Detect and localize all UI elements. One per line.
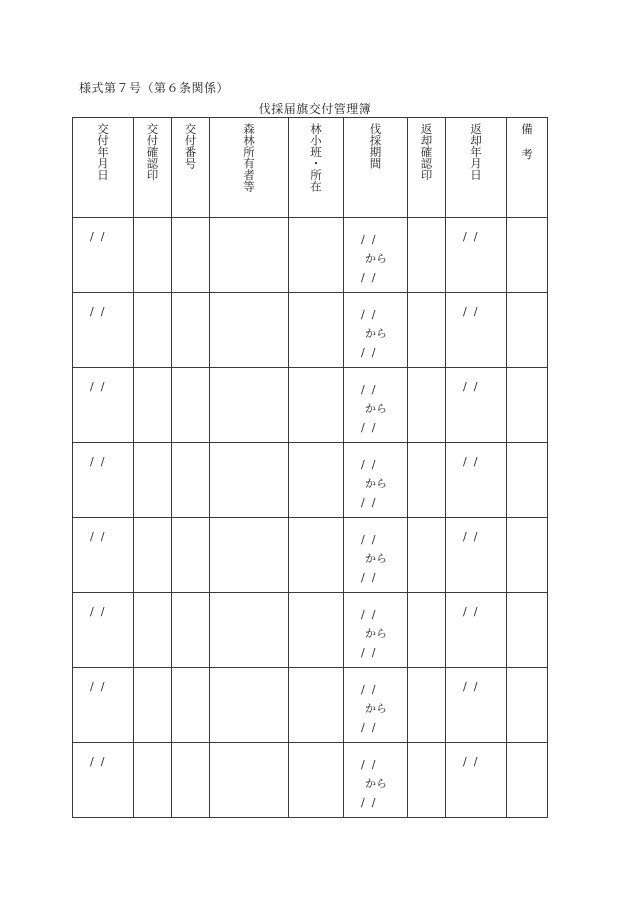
forest-owner-cell[interactable]	[210, 293, 289, 368]
table-row	[73, 593, 548, 668]
remarks-cell[interactable]	[507, 368, 548, 443]
period-end: / /	[361, 796, 376, 809]
issue-number-cell[interactable]	[172, 743, 210, 818]
return-date-cell[interactable]: / /	[446, 368, 507, 443]
issue-confirm-seal-cell[interactable]	[134, 293, 172, 368]
issue-date-cell[interactable]: / /	[73, 293, 134, 368]
forest-owner-cell[interactable]	[210, 443, 289, 518]
return-date-cell[interactable]: / /	[446, 668, 507, 743]
period-separator: から	[365, 402, 387, 415]
period-start: / /	[361, 383, 376, 396]
return-confirm-seal-cell[interactable]	[408, 518, 446, 593]
issue-date-cell[interactable]: / /	[73, 218, 134, 293]
felling-period-cell[interactable]	[344, 293, 408, 368]
issue-number-cell[interactable]	[172, 668, 210, 743]
issue-confirm-seal-cell[interactable]	[134, 743, 172, 818]
issue-confirm-seal-cell[interactable]	[134, 593, 172, 668]
period-end: / /	[361, 571, 376, 584]
felling-period-cell[interactable]	[344, 743, 408, 818]
header-row	[73, 118, 548, 218]
issue-date-cell[interactable]: / /	[73, 518, 134, 593]
header-forest-owner: 森林所有者等	[210, 118, 289, 218]
header-issue-date: 交付年月日	[73, 118, 134, 218]
issue-confirm-seal-cell[interactable]	[134, 443, 172, 518]
period-end: / /	[361, 646, 376, 659]
remarks-cell[interactable]	[507, 218, 548, 293]
issue-confirm-seal-cell[interactable]	[134, 368, 172, 443]
remarks-cell[interactable]	[507, 443, 548, 518]
table-row	[73, 668, 548, 743]
forest-owner-cell[interactable]	[210, 218, 289, 293]
period-separator: から	[365, 252, 387, 265]
period-end: / /	[361, 271, 376, 284]
period-separator: から	[365, 777, 387, 790]
table-row	[73, 293, 548, 368]
forest-owner-cell[interactable]	[210, 518, 289, 593]
felling-period-cell[interactable]	[344, 518, 408, 593]
period-end: / /	[361, 496, 376, 509]
period-end: / /	[361, 346, 376, 359]
header-compartment-location: 林小班・所在	[289, 118, 344, 218]
issue-confirm-seal-cell[interactable]	[134, 668, 172, 743]
header-remarks: 備 考	[507, 118, 548, 218]
felling-period-cell[interactable]	[344, 668, 408, 743]
period-separator: から	[365, 552, 387, 565]
issue-number-cell[interactable]	[172, 443, 210, 518]
header-felling-period: 伐採期間	[344, 118, 408, 218]
compartment-location-cell[interactable]	[289, 668, 344, 743]
issue-date-cell[interactable]: / /	[73, 593, 134, 668]
compartment-location-cell[interactable]	[289, 743, 344, 818]
period-separator: から	[365, 702, 387, 715]
period-start: / /	[361, 308, 376, 321]
header-return-date: 返却年月日	[446, 118, 507, 218]
forest-owner-cell[interactable]	[210, 593, 289, 668]
return-date-cell[interactable]: / /	[446, 443, 507, 518]
return-date-cell[interactable]: / /	[446, 293, 507, 368]
period-separator: から	[365, 627, 387, 640]
period-start: / /	[361, 758, 376, 771]
return-confirm-seal-cell[interactable]	[408, 218, 446, 293]
return-confirm-seal-cell[interactable]	[408, 668, 446, 743]
issue-number-cell[interactable]	[172, 518, 210, 593]
return-confirm-seal-cell[interactable]	[408, 743, 446, 818]
table-row	[73, 218, 548, 293]
felling-period-cell[interactable]	[344, 443, 408, 518]
forest-owner-cell[interactable]	[210, 368, 289, 443]
period-start: / /	[361, 233, 376, 246]
return-confirm-seal-cell[interactable]	[408, 593, 446, 668]
period-separator: から	[365, 477, 387, 490]
table-row	[73, 743, 548, 818]
compartment-location-cell[interactable]	[289, 368, 344, 443]
table-row	[73, 518, 548, 593]
period-end: / /	[361, 421, 376, 434]
period-start: / /	[361, 458, 376, 471]
issue-date-cell[interactable]: / /	[73, 368, 134, 443]
table-row	[73, 443, 548, 518]
return-date-cell[interactable]: / /	[446, 743, 507, 818]
ledger-body	[73, 218, 548, 818]
forest-owner-cell[interactable]	[210, 743, 289, 818]
remarks-cell[interactable]	[507, 593, 548, 668]
header-issue-confirm-seal: 交付確認印	[134, 118, 172, 218]
issue-confirm-seal-cell[interactable]	[134, 518, 172, 593]
return-confirm-seal-cell[interactable]	[408, 368, 446, 443]
header-return-confirm-seal: 返却確認印	[408, 118, 446, 218]
period-start: / /	[361, 533, 376, 546]
issue-confirm-seal-cell[interactable]	[134, 218, 172, 293]
remarks-cell[interactable]	[507, 668, 548, 743]
issue-number-cell[interactable]	[172, 218, 210, 293]
return-date-cell[interactable]: / /	[446, 518, 507, 593]
forest-owner-cell[interactable]	[210, 668, 289, 743]
felling-period-cell[interactable]	[344, 593, 408, 668]
felling-period-cell[interactable]	[344, 368, 408, 443]
header-issue-number: 交付番号	[172, 118, 210, 218]
issue-number-cell[interactable]	[172, 293, 210, 368]
table-row	[73, 368, 548, 443]
issue-number-cell[interactable]	[172, 368, 210, 443]
issue-number-cell[interactable]	[172, 593, 210, 668]
compartment-location-cell[interactable]	[289, 593, 344, 668]
period-end: / /	[361, 721, 376, 734]
period-separator: から	[365, 327, 387, 340]
issue-date-cell[interactable]: / /	[73, 743, 134, 818]
return-date-cell[interactable]: / /	[446, 218, 507, 293]
form-number-label: 様式第７号（第６条関係）	[79, 81, 230, 95]
period-start: / /	[361, 683, 376, 696]
compartment-location-cell[interactable]	[289, 293, 344, 368]
compartment-location-cell[interactable]	[289, 218, 344, 293]
felling-period-cell[interactable]	[344, 218, 408, 293]
remarks-cell[interactable]	[507, 743, 548, 818]
compartment-location-cell[interactable]	[289, 518, 344, 593]
period-start: / /	[361, 608, 376, 621]
issue-date-cell[interactable]: / /	[73, 668, 134, 743]
compartment-location-cell[interactable]	[289, 443, 344, 518]
return-confirm-seal-cell[interactable]	[408, 293, 446, 368]
ledger-table	[72, 117, 548, 818]
return-confirm-seal-cell[interactable]	[408, 443, 446, 518]
remarks-cell[interactable]	[507, 518, 548, 593]
return-date-cell[interactable]: / /	[446, 593, 507, 668]
issue-date-cell[interactable]: / /	[73, 443, 134, 518]
remarks-cell[interactable]	[507, 293, 548, 368]
document-title: 伐採届旗交付管理簿	[258, 102, 372, 116]
